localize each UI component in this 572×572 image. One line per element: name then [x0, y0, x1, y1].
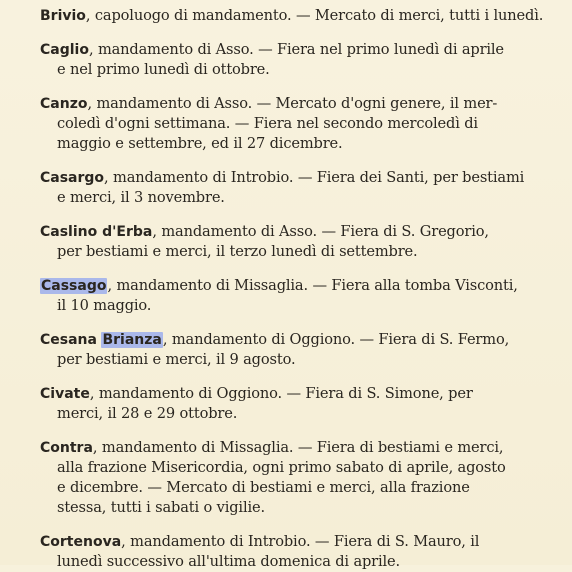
entry-text: , mandamento di Missaglia. — Fiera alla tomba Visconti,	[107, 277, 518, 294]
entry-canzo	[40, 94, 558, 154]
place-name: Contra	[40, 440, 93, 456]
place-name: Caglio	[40, 42, 89, 58]
place-name: Civate	[40, 386, 90, 402]
entry-text: , mandamento di Introbio. — Fiera dei Santi, per bestiami	[104, 169, 525, 186]
entry-text: , mandamento di Oggiono. — Fiera di S. Fermo,	[162, 331, 510, 348]
entry-line	[40, 94, 558, 114]
place-name: Cesana	[40, 332, 97, 348]
entry-brivio	[40, 6, 558, 26]
entry-line	[40, 438, 558, 458]
place-name: Canzo	[40, 96, 88, 112]
place-name: Cortenova	[40, 534, 122, 550]
entry-continuation: maggio e settembre, ed il 27 dicembre.	[57, 135, 343, 152]
entry-continuation: stessa, tutti i sabati o vigilie.	[57, 499, 265, 516]
entry-continuation: per bestiami e merci, il 9 agosto.	[57, 351, 296, 368]
entry-text: , capoluogo di mandamento. — Mercato di merci, tutti i lunedì.	[85, 7, 544, 24]
entry-continuation: lunedì successivo all'ultima domenica di aprile.	[57, 553, 401, 570]
entry-text: , mandamento di Asso. — Fiera nel primo lunedì di aprile	[88, 41, 504, 58]
place-name-highlighted: Brianza	[102, 332, 162, 348]
entry-line	[40, 532, 558, 552]
entry-text: , mandamento di Missaglia. — Fiera di bestiami e merci,	[92, 439, 504, 456]
entry-line	[40, 384, 558, 404]
entry-continuation: e dicembre. — Mercato di bestiami e merci, alla frazione	[57, 479, 470, 496]
entry-continuation: alla frazione Misericordia, ogni primo sabato di aprile, agosto	[57, 459, 506, 476]
entry-continuation: e nel primo lunedì di ottobre.	[57, 61, 270, 78]
entry-continuation: per bestiami e merci, il terzo lunedì di settembre.	[57, 243, 418, 260]
entry-cassago	[40, 276, 558, 316]
entry-cesana-brianza	[40, 330, 558, 370]
entry-continuation: il 10 maggio.	[57, 297, 152, 314]
entry-line	[40, 6, 558, 26]
entry-caslino-derba	[40, 222, 558, 262]
entry-text: , mandamento di Oggiono. — Fiera di S. Simone, per	[89, 385, 473, 402]
entry-text: , mandamento di Introbio. — Fiera di S. Mauro, il	[121, 533, 480, 550]
place-name: Brivio	[40, 8, 86, 24]
entry-continuation: e merci, il 3 novembre.	[57, 189, 225, 206]
entry-civate	[40, 384, 558, 424]
place-name: Caslino d'Erba	[40, 224, 153, 240]
entry-cortenova	[40, 532, 558, 572]
entry-caglio	[40, 40, 558, 80]
entry-contra	[40, 438, 558, 518]
entry-line	[40, 222, 558, 242]
place-name-highlighted: Cassago	[41, 278, 107, 294]
entry-continuation: merci, il 28 e 29 ottobre.	[57, 405, 238, 422]
entry-text: , mandamento di Asso. — Mercato d'ogni genere, il mer-	[87, 95, 498, 112]
entry-line	[40, 40, 558, 60]
entry-text: , mandamento di Asso. — Fiera di S. Gregorio,	[152, 223, 489, 240]
entry-line	[40, 168, 558, 188]
entry-line	[40, 276, 558, 296]
entry-continuation: coledì d'ogni settimana. — Fiera nel secondo mercoledì di	[57, 115, 478, 132]
entry-line	[40, 330, 558, 350]
place-name: Casargo	[40, 170, 105, 186]
entry-casargo	[40, 168, 558, 208]
